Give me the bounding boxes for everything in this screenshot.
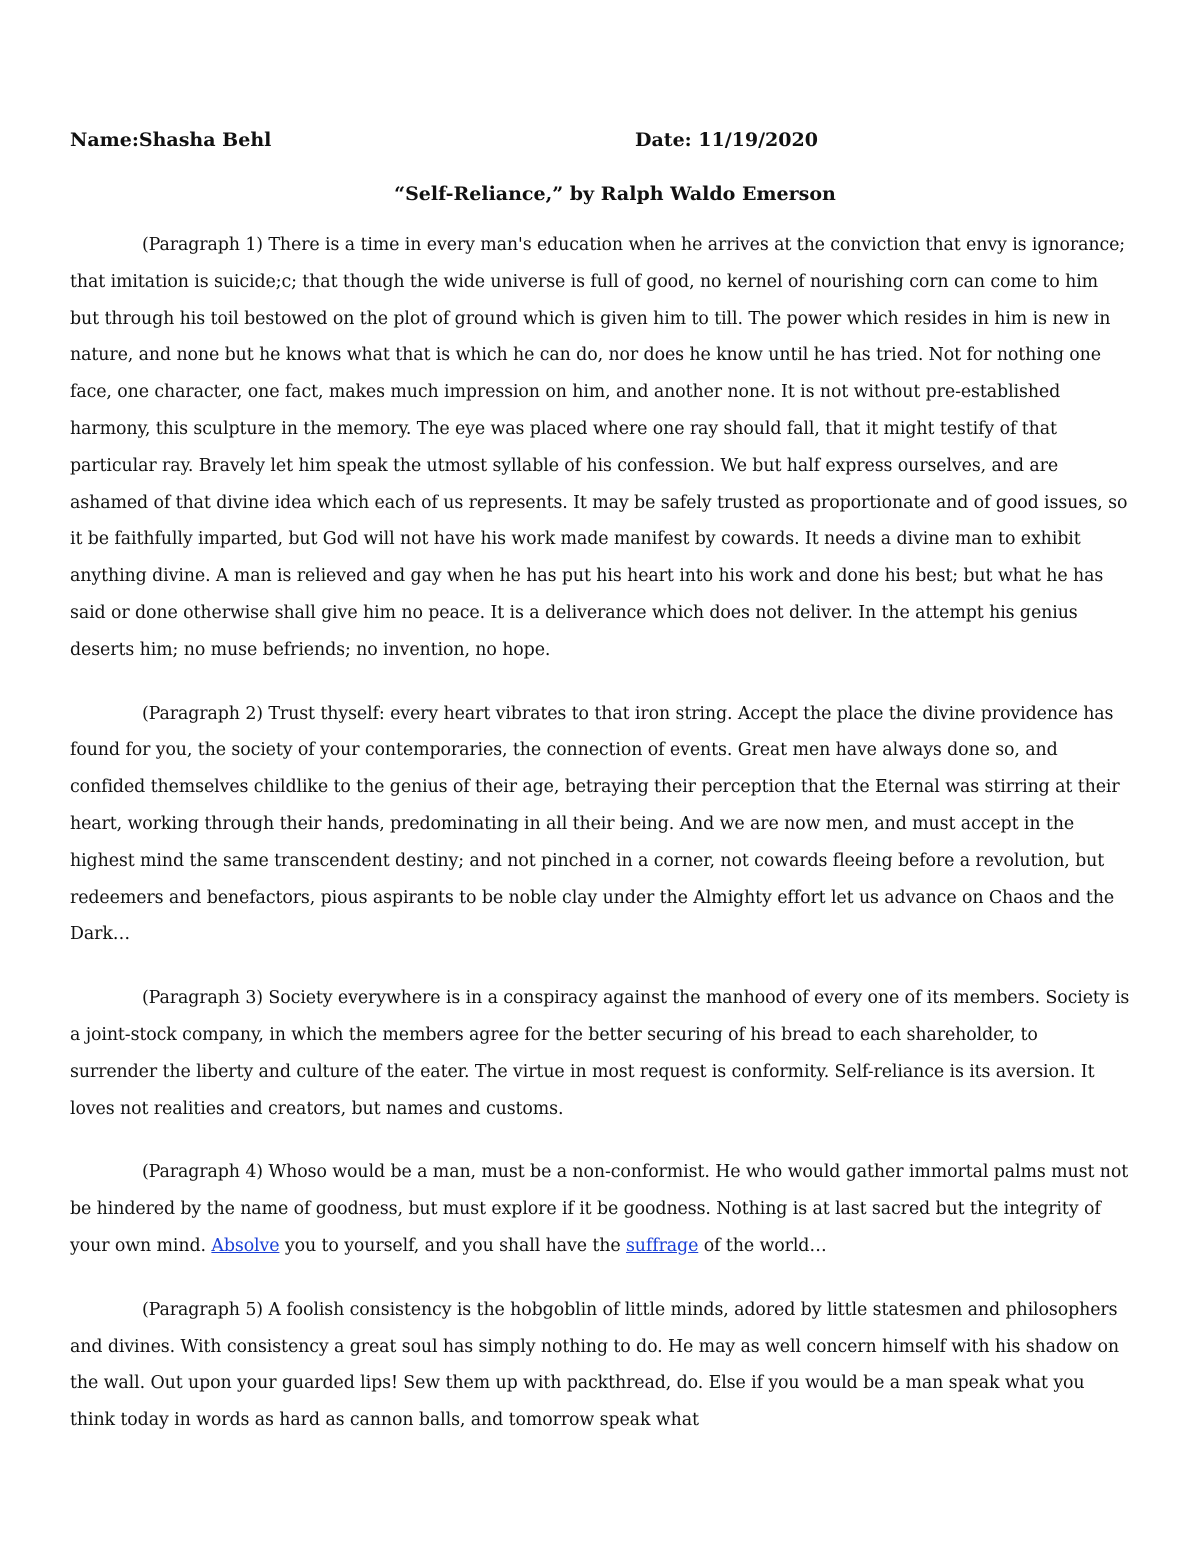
absolve-link[interactable]: Absolve xyxy=(211,1235,280,1256)
paragraph-5: (Paragraph 5) A foolish consistency is the hobgoblin of little minds, adored by little statesmen and philosophers and divines. With consistency a great soul has simply nothing to do. He may as well concern himself with his shadow on the wall. Out upon your guarded lips! Sew them up with packthread, do. Else if you would be a man speak what you think today in words as hard as cannon balls, and tomorrow speak what xyxy=(70,1299,1119,1431)
document-title: “Self-Reliance,” by Ralph Waldo Emerson xyxy=(394,183,836,205)
paragraph-1: (Paragraph 1) There is a time in every man's education when he arrives at the conviction that envy is ignorance; that imitation is suicide;c; that though the wide universe is full of good, no kernel of nourishing corn can come to him but through his toil bestowed on the plot of ground which is given him to till. The power which resides in him is new in nature, and none but he knows what that is which he can do, nor does he know until he has tried. Not for nothing one face, one character, one fact, makes much impression on him, and another none. It is not without pre-established harmony, this sculpture in the memory. The eye was placed where one ray should fall, that it might testify of that particular ray. Bravely let him speak the utmost syllable of his confession. We but half express ourselves, and are ashamed of that divine idea which each of us represents. It may be safely trusted as proportionate and of good issues, so it be faithfully imparted, but God will not have his work made manifest by cowards. It needs a divine man to exhibit anything divine. A man is relieved and gay when he has put his heart into his work and done his best; but what he has said or done otherwise shall give him no peace. It is a deliverance which does not deliver. In the attempt his genius deserts him; no muse befriends; no invention, no hope. xyxy=(70,235,1128,660)
suffrage-link[interactable]: suffrage xyxy=(625,1235,699,1256)
document-date: Date: 11/19/2020 xyxy=(635,129,818,151)
paragraph-2: (Paragraph 2) Trust thyself: every heart vibrates to that iron string. Accept the place the divine providence has found for you, the society of your contemporaries, the connection of events. Great men have always done so, and confided themselves childlike to the genius of their age, betraying their perception that the Eternal was stirring at their heart, working through their hands, predominating in all their being. And we are now men, and must accept in the highest mind the same transcendent destiny; and not pinched in a corner, not cowards fleeing before a revolution, but redeemers and benefactors, pious aspirants to be noble clay under the Almighty effort let us advance on Chaos and the Dark… xyxy=(70,703,1120,945)
paragraph-4 xyxy=(70,1154,1130,1264)
header-row xyxy=(70,124,1130,156)
paragraph-4-text-end: of the world… xyxy=(698,1235,827,1256)
paragraph-4-text-start: (Paragraph 4) Whoso would be a man, must be a non-conformist. He who would gather immortal palms must not be hindered by the name of goodness, but must explore if it be goodness. Nothing is at last sacred but the integrity of your own mind. xyxy=(70,1162,1129,1256)
paragraph-4-text-middle: you to yourself, and you shall have the xyxy=(279,1235,626,1256)
student-name: Name:Shasha Behl xyxy=(70,129,272,151)
paragraph-3: (Paragraph 3) Society everywhere is in a conspiracy against the manhood of every one of its members. Society is a joint-stock company, in which the members agree for the better securing of his bread to each shareholder, to surrender the liberty and culture of the eater. The virtue in most request is conformity. Self-reliance is its aversion. It loves not realities and creators, but names and customs. xyxy=(70,988,1130,1119)
